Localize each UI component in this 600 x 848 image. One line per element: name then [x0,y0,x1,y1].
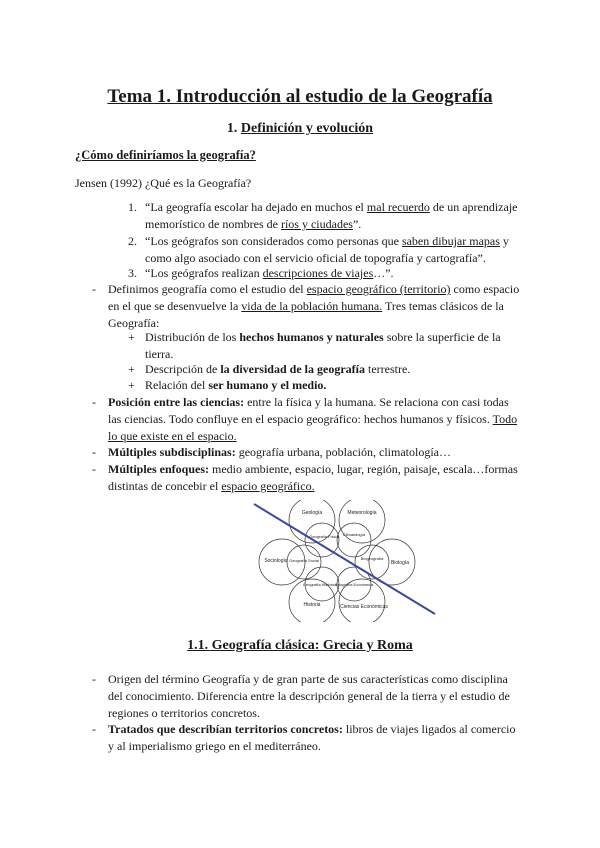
list-number: 3. [128,266,137,280]
diagram-inner-label: Geografía Histórica [302,582,338,587]
diagram-label: Historia [303,602,321,608]
list-item: “La geografía escolar ha dejado en muchos el mal recuerdo de un aprendizaje memorístico de nombres de ríos y ciudades”. [145,200,518,231]
sub-bullet: Distribución de los hechos humanos y naturales sobre la superficie de la tierra. [145,330,501,361]
list-number: 2. [128,234,137,248]
diagram-label: Biología [390,560,410,566]
plus-bullet: + [128,378,135,392]
dash-bullet: - [92,445,96,459]
geography-relations-diagram [250,500,440,622]
plus-bullet: + [128,362,135,376]
bullet-paragraph: Múltiples enfoques: medio ambiente, espacio, lugar, región, paisaje, escala…formas distintas de concebir el espacio geográfico. [108,462,518,493]
question-heading: ¿Cómo definiríamos la geografía? [75,148,256,162]
diagram-label: Sociología [264,558,288,564]
bullet-paragraph: Múltiples subdisciplinas: geografía urbana, población, climatología… [108,445,451,459]
subsection-heading: 1.1. Geografía clásica: Grecia y Roma [187,638,413,653]
dash-bullet: - [92,395,96,409]
diagram-inner-label: Biogeografía [360,556,384,561]
diagram-inner-label: Geografía Física [309,534,339,539]
plus-bullet: + [128,330,135,344]
dash-bullet: - [92,462,96,476]
diagram-inner-label: Geografía Económica [334,582,374,587]
diagram-label: Geología [301,510,323,516]
bullet-paragraph: Tratados que describían territorios concretos: libros de viajes ligados al comercio y al imperialismo griego en el mediterráneo. [108,722,516,753]
bullet-paragraph: Posición entre las ciencias: entre la física y la humana. Se relaciona con casi todas las ciencias. Todo confluye en el espacio geográfico: hechos humanos y físicos. Todo lo que existe en el espacio. [108,395,518,443]
page-title: Tema 1. Introducción al estudio de la Geografía [107,86,493,107]
dash-bullet: - [92,722,96,736]
diagram-label: Meteorología [347,510,377,516]
inner-circle [337,523,371,557]
diagram-inner-label: Climatología [342,532,366,537]
diagram-label: Ciencias Económicas [340,604,388,610]
sub-bullet: Relación del ser humano y el medio. [145,378,327,392]
list-item: “Los geógrafos son considerados como personas que saben dibujar mapas y como algo asociado con el servicio oficial de topografía y cartografía”. [145,234,509,265]
diagram-inner-label: Geografía Social [289,558,319,563]
bullet-paragraph: Origen del término Geografía y de gran parte de sus características como disciplina del conocimiento. Diferencia entre la descripción general de la tierra y el estudio de regiones o territorios concretos. [108,672,510,720]
list-number: 1. [128,200,137,214]
dash-bullet: - [92,282,96,296]
sub-bullet: Descripción de la diversidad de la geografía terrestre. [145,362,411,376]
section-title: Definición y evolución [240,121,374,136]
section-heading [0,121,600,137]
bullet-paragraph: Definimos geografía como el estudio del espacio geográfico (territorio) como espacio en el que se desenvuelve la vida de la población humana. Tres temas clásicos de la Geografía: [108,282,520,330]
citation-line: Jensen (1992) ¿Qué es la Geografía? [75,176,252,190]
dash-bullet: - [92,672,96,686]
list-item: “Los geógrafos realizan descripciones de viajes…”. [145,266,394,280]
section-number: 1. [226,121,238,136]
